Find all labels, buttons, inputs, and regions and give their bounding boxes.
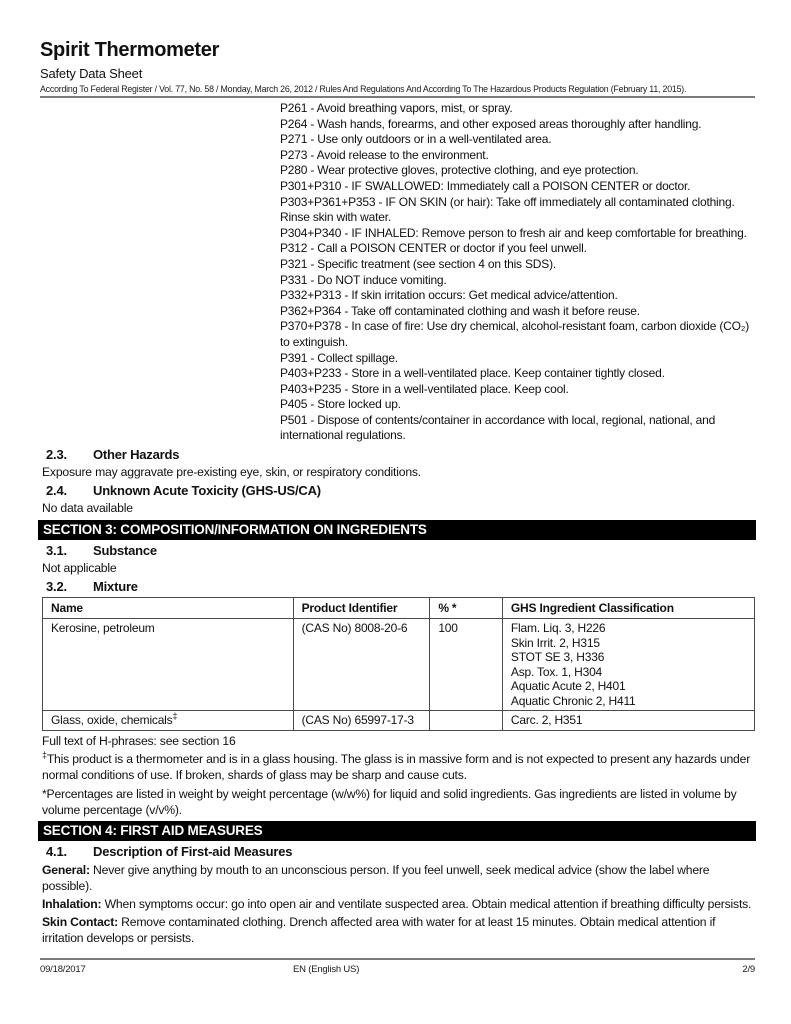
footer-page-number: 2/9 — [742, 964, 755, 975]
paragraph-text: When symptoms occur: go into open air and ventilate suspected area. Obtain medical attention if breathing difficulty persists. — [101, 896, 752, 911]
ingredient-name: Glass, oxide, chemicals — [51, 713, 173, 728]
cell-classification — [502, 711, 754, 731]
precautionary-statement: P312 - Call a POISON CENTER or doctor if you feel unwell. — [280, 241, 587, 256]
heading-title: Mixture — [93, 578, 138, 594]
ingredients-table — [42, 597, 755, 731]
heading-number: 3.1. — [46, 542, 67, 558]
classification-line: Flam. Liq. 3, H226 — [510, 621, 606, 636]
precautionary-statement: P391 - Collect spillage. — [280, 350, 398, 365]
substance-text: Not applicable — [42, 560, 117, 575]
cell-identifier: (CAS No) 8008-20-6 — [293, 619, 430, 711]
unknown-acute-toxicity-text: No data available — [42, 501, 133, 516]
cell-classification — [502, 619, 754, 711]
heading-mixture — [46, 579, 755, 595]
heading-title: Description of First-aid Measures — [93, 843, 293, 859]
precautionary-statement: P303+P361+P353 - IF ON SKIN (or hair): Take off immediately all contaminated clothing. Rinse skin with water. — [280, 194, 735, 225]
other-hazards-text: Exposure may aggravate pre-existing eye, skin, or respiratory conditions. — [42, 465, 421, 480]
footnote-marker: ‡ — [42, 749, 47, 760]
precautionary-statement: P304+P340 - IF INHALED: Remove person to fresh air and keep comfortable for breathing. — [280, 225, 747, 240]
heading-unknown-acute-toxicity — [46, 483, 755, 499]
paragraph-text: Never give anything by mouth to an unconscious person. If you feel unwell, seek medical advice (show the label where possible). — [42, 862, 710, 893]
heading-number: 4.1. — [46, 843, 67, 859]
asterisk-footnote: *Percentages are listed in weight by weight percentage (w/w%) for liquid and solid ingredients. Gas ingredients are listed in volume by volume percentage (v/v%). — [42, 786, 737, 817]
regulation-reference: According To Federal Register / Vol. 77, No. 58 / Monday, March 26, 2012 / Rules And Regulations And According To The Hazardous Products Regulation (February 11, 2015). — [40, 84, 687, 94]
heading-title: Substance — [93, 542, 157, 558]
first-aid-inhalation — [42, 896, 755, 912]
heading-first-aid-description — [46, 844, 755, 860]
heading-number: 2.3. — [46, 447, 67, 463]
paragraph-label: General: — [42, 862, 90, 877]
heading-substance — [46, 543, 755, 559]
h-phrases-note: Full text of H-phrases: see section 16 — [42, 733, 236, 748]
precautionary-statement: P271 - Use only outdoors or in a well-ventilated area. — [280, 132, 552, 147]
col-header-percent: % * — [430, 597, 503, 619]
ingredient-name: Kerosine, petroleum — [51, 621, 155, 636]
classification-line: Carc. 2, H351 — [510, 713, 583, 728]
precautionary-statement: P403+P235 - Store in a well-ventilated place. Keep cool. — [280, 381, 569, 396]
cell-identifier: (CAS No) 65997-17-3 — [293, 711, 430, 731]
paragraph-text: Remove contaminated clothing. Drench affected area with water for at least 15 minutes. Obtain medical attention if irritation develops or persists. — [42, 915, 716, 946]
paragraph-label: Inhalation: — [42, 896, 102, 911]
heading-other-hazards — [46, 447, 755, 463]
precautionary-statement: P321 - Specific treatment (see section 4 on this SDS). — [280, 256, 556, 271]
precautionary-statement: P403+P233 - Store in a well-ventilated place. Keep container tightly closed. — [280, 366, 665, 381]
footer-divider — [40, 958, 755, 960]
precautionary-statement: P280 - Wear protective gloves, protective clothing, and eye protection. — [280, 163, 639, 178]
table-row-kerosine — [43, 619, 755, 711]
classification-line: STOT SE 3, H336 — [510, 650, 605, 665]
footnote-marker: ‡ — [172, 711, 178, 722]
header-divider — [40, 96, 755, 98]
precautionary-statement: P273 - Avoid release to the environment. — [280, 147, 489, 162]
footer-date: 09/18/2017 — [40, 964, 86, 975]
precautionary-statement: P332+P313 - If skin irritation occurs: Get medical advice/attention. — [280, 288, 618, 303]
heading-number: 2.4. — [46, 483, 67, 499]
product-title: Spirit Thermometer — [40, 39, 220, 61]
classification-line: Aquatic Chronic 2, H411 — [510, 693, 636, 708]
precautionary-statement: P261 - Avoid breathing vapors, mist, or spray. — [280, 101, 513, 115]
precautionary-statement: P370+P378 - In case of fire: Use dry chemical, alcohol-resistant foam, carbon dioxide (CO₂) to extinguish. — [280, 319, 750, 349]
classification-line: Skin Irrit. 2, H315 — [510, 635, 600, 650]
page-content — [40, 0, 755, 947]
cell-percent — [430, 711, 503, 731]
first-aid-general — [42, 862, 755, 894]
col-header-name: Name — [43, 597, 294, 619]
table-header-row — [43, 597, 755, 619]
heading-title: Other Hazards — [93, 447, 180, 463]
document-type: Safety Data Sheet — [40, 66, 143, 81]
precautionary-statements-list — [280, 101, 752, 444]
table-row-glass-oxide — [43, 711, 755, 731]
cell-percent: 100 — [430, 619, 503, 711]
precautionary-statement: P362+P364 - Take off contaminated clothing and wash it before reuse. — [280, 303, 640, 318]
first-aid-skin-contact — [42, 914, 755, 946]
footer-language: EN (English US) — [293, 964, 360, 975]
cell-name — [43, 711, 294, 731]
paragraph-label: Skin Contact: — [42, 915, 118, 930]
col-header-ghs-classification: GHS Ingredient Classification — [502, 597, 754, 619]
precautionary-statement: P405 - Store locked up. — [280, 397, 401, 412]
heading-title: Unknown Acute Toxicity (GHS-US/CA) — [93, 483, 321, 499]
classification-line: Aquatic Acute 2, H401 — [510, 679, 626, 694]
classification-line: Asp. Tox. 1, H304 — [510, 664, 603, 679]
precautionary-statement: P264 - Wash hands, forearms, and other exposed areas thoroughly after handling. — [280, 116, 702, 131]
precautionary-statement: P501 - Dispose of contents/container in accordance with local, regional, national, and international regulations. — [280, 412, 716, 443]
dagger-footnote — [42, 751, 755, 783]
cell-name — [43, 619, 294, 711]
page-footer — [40, 958, 755, 976]
heading-number: 3.2. — [46, 578, 67, 594]
precautionary-statement: P301+P310 - IF SWALLOWED: Immediately call a POISON CENTER or doctor. — [280, 178, 691, 193]
col-header-product-identifier: Product Identifier — [293, 597, 430, 619]
section-3-bar: SECTION 3: COMPOSITION/INFORMATION ON INGREDIENTS — [38, 520, 756, 540]
section-4-bar: SECTION 4: FIRST AID MEASURES — [38, 821, 756, 841]
precautionary-statement: P331 - Do NOT induce vomiting. — [280, 272, 447, 287]
dagger-footnote-text: This product is a thermometer and is in a glass housing. The glass is in massive form and is not expected to present any hazards under normal conditions of use. If broken, shards of glass may be sharp and cause cuts. — [42, 751, 751, 782]
footer-row — [40, 964, 755, 976]
